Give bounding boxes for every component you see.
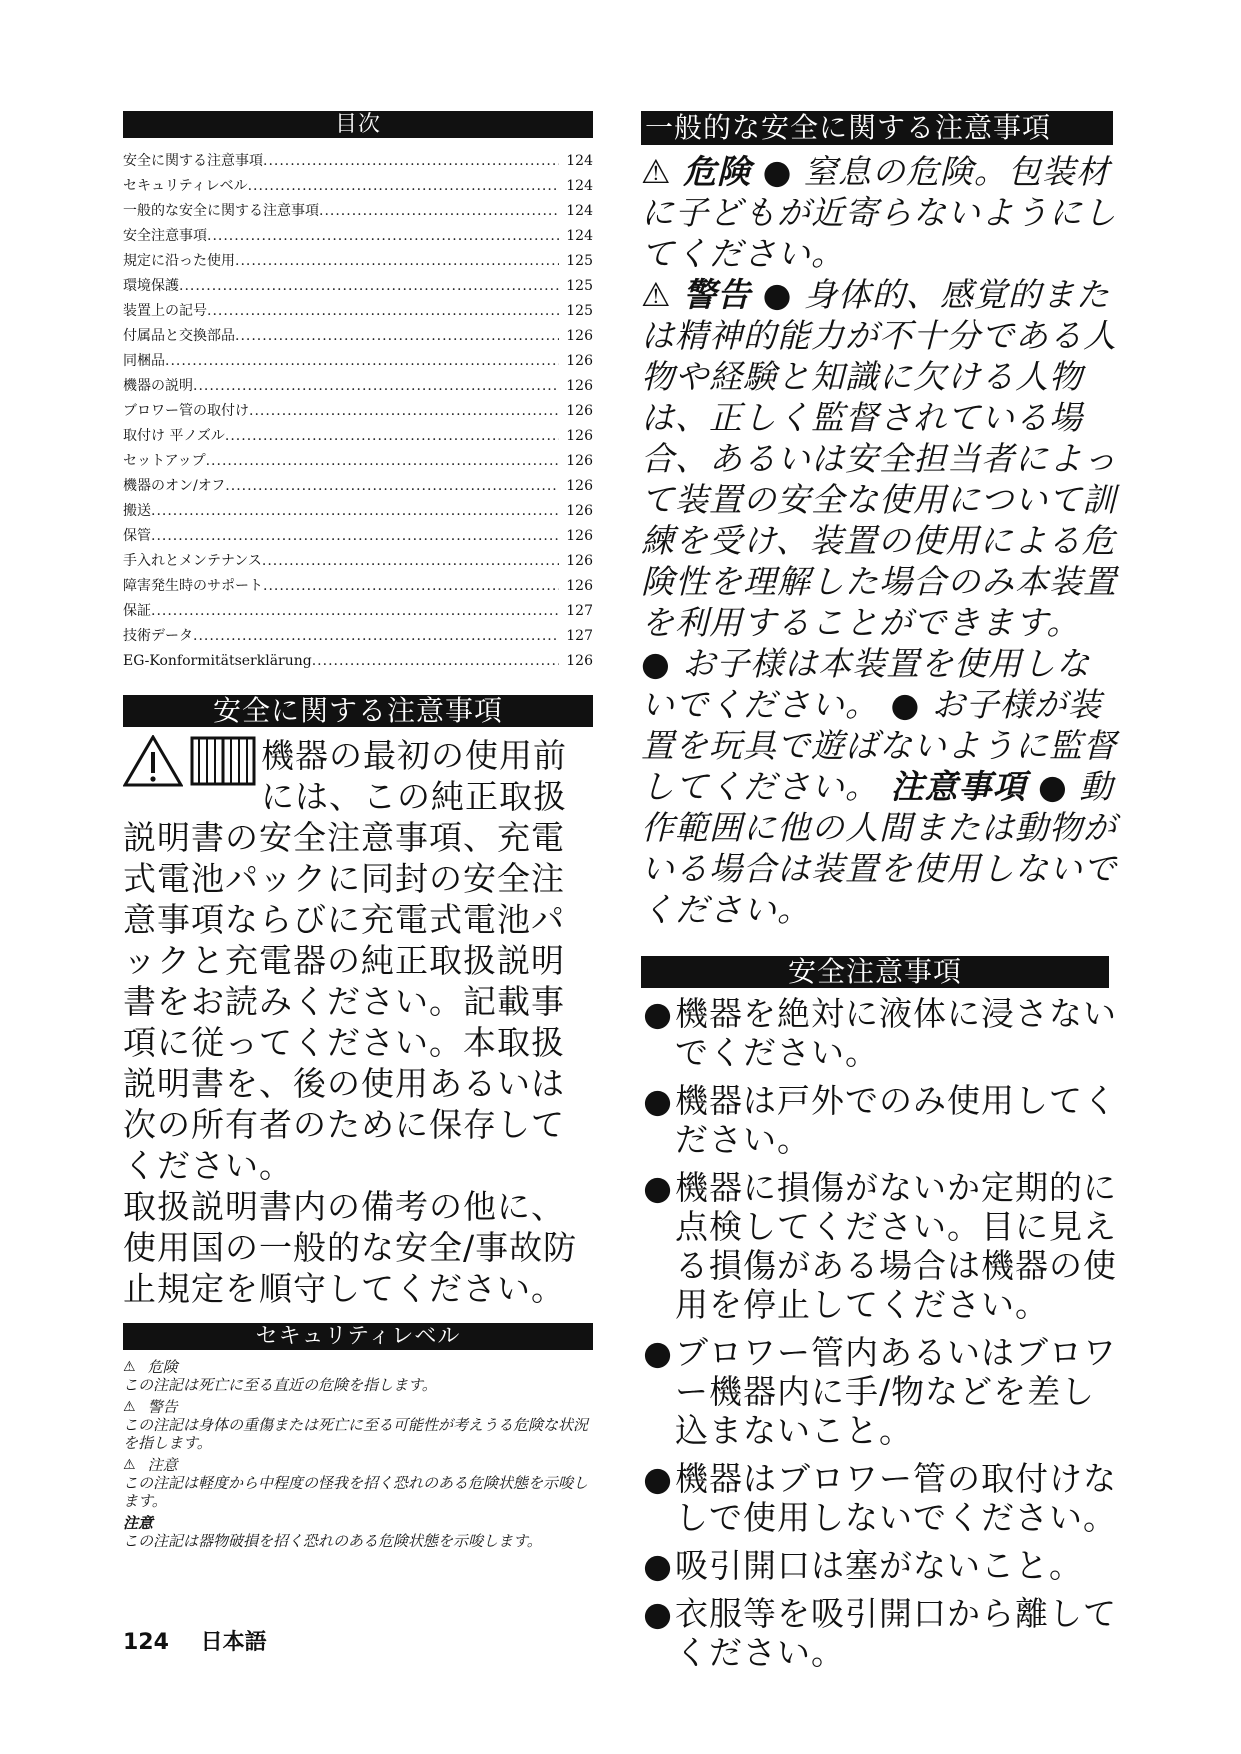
bullet-icon: ●	[643, 1546, 673, 1585]
toc-label: セットアップ	[123, 453, 206, 469]
bullet-icon: ●	[643, 1333, 673, 1372]
level-notice	[123, 1514, 593, 1550]
toc-page: 125	[566, 253, 593, 269]
level-caution	[123, 1456, 593, 1510]
toc-label: EG-Konformitätserklärung	[123, 653, 312, 669]
footer-language: 日本語	[200, 1630, 267, 1655]
page-footer	[123, 1625, 267, 1656]
safety-paragraph-1: 機器の最初の使用前には、この純正取扱説明書の安全注意事項、充電式電池パックに同封の安全注意事項ならびに充電式電池パックと充電器の純正取扱説明書をお読みください。記載事項に従ってください。本取扱説明書を、後の使用あるいは次の所有者のために保存してください。	[123, 736, 567, 1185]
level-description: この注記は器物破損を招く恐れのある危険状態を示唆します。	[123, 1532, 542, 1550]
toc-page: 126	[566, 428, 593, 444]
danger-text: 窒息の危険。包装材に子どもが近寄らないようにしてください。	[641, 152, 1117, 273]
warning-text-1: 身体的、感覚的または精神的能力が不十分である人物や経験と知識に欠ける人物は、正しく監督されている場合、あるいは安全担当者によって装置の安全な使用について訓練を受け、装置の使用による危険性を理解した場合のみ本装置を利用することができます。	[641, 275, 1117, 642]
bullet-icon: ●	[643, 1459, 673, 1498]
toc-leader	[207, 299, 559, 324]
toc-row[interactable]	[123, 549, 593, 574]
toc-page: 127	[566, 628, 593, 644]
toc-leader	[235, 324, 559, 349]
level-description: この注記は死亡に至る直近の危険を指します。	[123, 1376, 437, 1394]
toc-page: 126	[566, 528, 593, 544]
toc-label: 一般的な安全に関する注意事項	[123, 203, 319, 219]
toc-leader	[151, 499, 559, 524]
toc-label: 搬送	[123, 503, 151, 519]
toc-label: 障害発生時のサポート	[123, 578, 263, 594]
toc-title: 目次	[123, 111, 593, 138]
toc-leader	[165, 349, 559, 374]
level-description: この注記は身体の重傷または死亡に至る可能性が考えうる危険な状況を指します。	[123, 1416, 589, 1452]
toc-label: 装置上の記号	[123, 303, 207, 319]
toc-label: 規定に沿った使用	[123, 253, 235, 269]
toc-row[interactable]	[123, 224, 593, 249]
level-warning	[123, 1398, 593, 1452]
precautions-title: 安全注意事項	[641, 956, 1109, 988]
list-item	[641, 1546, 1121, 1585]
toc-leader	[262, 549, 559, 574]
left-column	[123, 111, 593, 1550]
bullet-icon: ●	[641, 644, 671, 683]
toc-row[interactable]	[123, 249, 593, 274]
list-item	[641, 1081, 1121, 1159]
level-heading: 注意	[123, 1514, 154, 1532]
toc-label: セキュリティレベル	[123, 178, 248, 194]
toc-page: 125	[566, 303, 593, 319]
toc-row[interactable]	[123, 274, 593, 299]
toc-leader	[225, 474, 559, 499]
toc-label: 手入れとメンテナンス	[123, 553, 262, 569]
level-heading: 警告	[147, 1398, 178, 1416]
warning-text-2: お子様は本装置を使用しないでください。	[641, 644, 1091, 724]
toc-leader	[249, 399, 559, 424]
toc-row[interactable]	[123, 524, 593, 549]
warning-triangle-icon: ⚠	[123, 1359, 136, 1375]
toc-page: 124	[566, 153, 593, 169]
list-item	[641, 1168, 1121, 1324]
toc-label: 機器の説明	[123, 378, 193, 394]
list-item-text: 機器はブロワー管の取付けなしで使用しないでください。	[675, 1459, 1117, 1537]
bullet-icon: ●	[890, 685, 921, 724]
toc-row[interactable]	[123, 474, 593, 499]
list-item-text: 衣服等を吸引開口から離してください。	[675, 1594, 1117, 1672]
toc-leader	[263, 149, 559, 174]
page-number: 124	[123, 1630, 169, 1655]
list-item-text: 吸引開口は塞がないこと。	[675, 1546, 1083, 1585]
toc-page: 126	[566, 553, 593, 569]
toc-leader	[179, 274, 559, 299]
bullet-icon: ●	[1038, 767, 1068, 806]
danger-label: 危険	[683, 152, 752, 191]
toc-label: 機器のオン/オフ	[123, 478, 226, 494]
toc-leader	[312, 649, 559, 674]
toc-leader	[225, 424, 559, 449]
bullet-icon: ●	[643, 1168, 673, 1207]
bullet-icon: ●	[643, 1594, 673, 1633]
toc-label: 保証	[123, 603, 151, 619]
toc-page: 125	[566, 278, 593, 294]
toc-leader	[248, 174, 559, 199]
warning-triangle-icon: ⚠	[123, 1457, 136, 1473]
list-item	[641, 1333, 1121, 1450]
security-levels-list	[123, 1358, 593, 1550]
caution-text: 動作範囲に他の人間または動物がいる場合は装置を使用しないでください。	[641, 767, 1117, 929]
safety-icons	[123, 735, 257, 817]
bullet-icon: ●	[643, 994, 673, 1033]
list-item-text: 機器を絶対に液体に浸さないでください。	[675, 994, 1117, 1072]
list-item	[641, 1594, 1121, 1672]
list-item	[641, 1459, 1121, 1537]
toc-page: 126	[566, 328, 593, 344]
general-safety-title: 一般的な安全に関する注意事項	[641, 111, 1113, 145]
toc-row[interactable]	[123, 649, 593, 674]
toc-leader	[235, 249, 559, 274]
toc-leader	[151, 599, 559, 624]
list-item	[641, 994, 1121, 1072]
toc-row[interactable]	[123, 174, 593, 199]
level-heading: 注意	[147, 1456, 178, 1474]
toc-row[interactable]	[123, 349, 593, 374]
list-item-text: ブロワー管内あるいはブロワー機器内に手/物などを差し込まないこと。	[675, 1333, 1117, 1450]
toc-row[interactable]	[123, 449, 593, 474]
right-column	[641, 111, 1121, 1672]
caution-label: 注意事項	[890, 767, 1027, 806]
toc-leader	[206, 449, 559, 474]
level-description: この注記は軽度から中程度の怪我を招く恐れのある危険状態を示唆します。	[123, 1474, 589, 1510]
toc-page: 126	[566, 503, 593, 519]
list-item-text: 機器に損傷がないか定期的に点検してください。目に見える損傷がある場合は機器の使用を停止してください。	[675, 1168, 1117, 1324]
toc-row[interactable]	[123, 499, 593, 524]
safety-section-title: 安全に関する注意事項	[123, 695, 593, 727]
warning-text-3: お子様が装置を玩具で遊ばないように監督してください。	[641, 685, 1117, 806]
toc-row[interactable]	[123, 399, 593, 424]
toc-label: 付属品と交換部品	[123, 328, 235, 344]
toc-label: 技術データ	[123, 628, 193, 644]
toc-row[interactable]	[123, 574, 593, 599]
toc-list	[123, 149, 593, 674]
toc-row[interactable]	[123, 599, 593, 624]
warning-triangle-icon	[123, 735, 183, 787]
safety-paragraph-2: 取扱説明書内の備考の他に、使用国の一般的な安全/事故防止規定を順守してください。	[123, 1187, 578, 1308]
manual-book-icon	[189, 735, 257, 787]
toc-row[interactable]	[123, 624, 593, 649]
toc-leader	[151, 524, 559, 549]
toc-page: 126	[566, 353, 593, 369]
bullet-icon: ●	[762, 152, 793, 191]
toc-label: ブロワー管の取付け	[123, 403, 249, 419]
toc-label: 取付け 平ノズル	[123, 428, 225, 444]
safety-text-block	[123, 735, 593, 1309]
toc-leader	[319, 199, 559, 224]
toc-page: 126	[566, 478, 593, 494]
toc-page: 124	[566, 203, 593, 219]
toc-leader	[193, 374, 559, 399]
toc-page: 126	[566, 403, 593, 419]
toc-page: 126	[566, 378, 593, 394]
warning-triangle-icon: ⚠	[123, 1399, 136, 1415]
toc-label: 保管	[123, 528, 151, 544]
toc-label: 安全に関する注意事項	[123, 153, 263, 169]
toc-page: 127	[566, 603, 593, 619]
toc-row[interactable]	[123, 424, 593, 449]
toc-row[interactable]	[123, 199, 593, 224]
toc-leader	[207, 224, 559, 249]
bullet-icon: ●	[762, 275, 793, 314]
level-danger	[123, 1358, 593, 1394]
toc-label: 同梱品	[123, 353, 165, 369]
toc-row[interactable]	[123, 299, 593, 324]
bullet-icon: ●	[643, 1081, 673, 1120]
warning-label: 警告	[683, 275, 752, 314]
toc-row[interactable]	[123, 324, 593, 349]
toc-page: 124	[566, 228, 593, 244]
toc-page: 126	[566, 653, 593, 669]
precautions-list	[641, 994, 1121, 1672]
warning-triangle-icon: ⚠	[641, 152, 672, 191]
toc-row[interactable]	[123, 149, 593, 174]
toc-row[interactable]	[123, 374, 593, 399]
toc-label: 環境保護	[123, 278, 179, 294]
list-item-text: 機器は戸外でのみ使用してください。	[675, 1081, 1117, 1159]
warning-triangle-icon: ⚠	[641, 275, 672, 314]
toc-page: 126	[566, 578, 593, 594]
toc-page: 124	[566, 178, 593, 194]
toc-leader	[193, 624, 559, 649]
security-levels-title: セキュリティレベル	[123, 1323, 593, 1350]
toc-label: 安全注意事項	[123, 228, 207, 244]
general-safety-text	[641, 151, 1121, 930]
toc-leader	[263, 574, 559, 599]
level-heading: 危険	[147, 1358, 178, 1376]
toc-page: 126	[566, 453, 593, 469]
